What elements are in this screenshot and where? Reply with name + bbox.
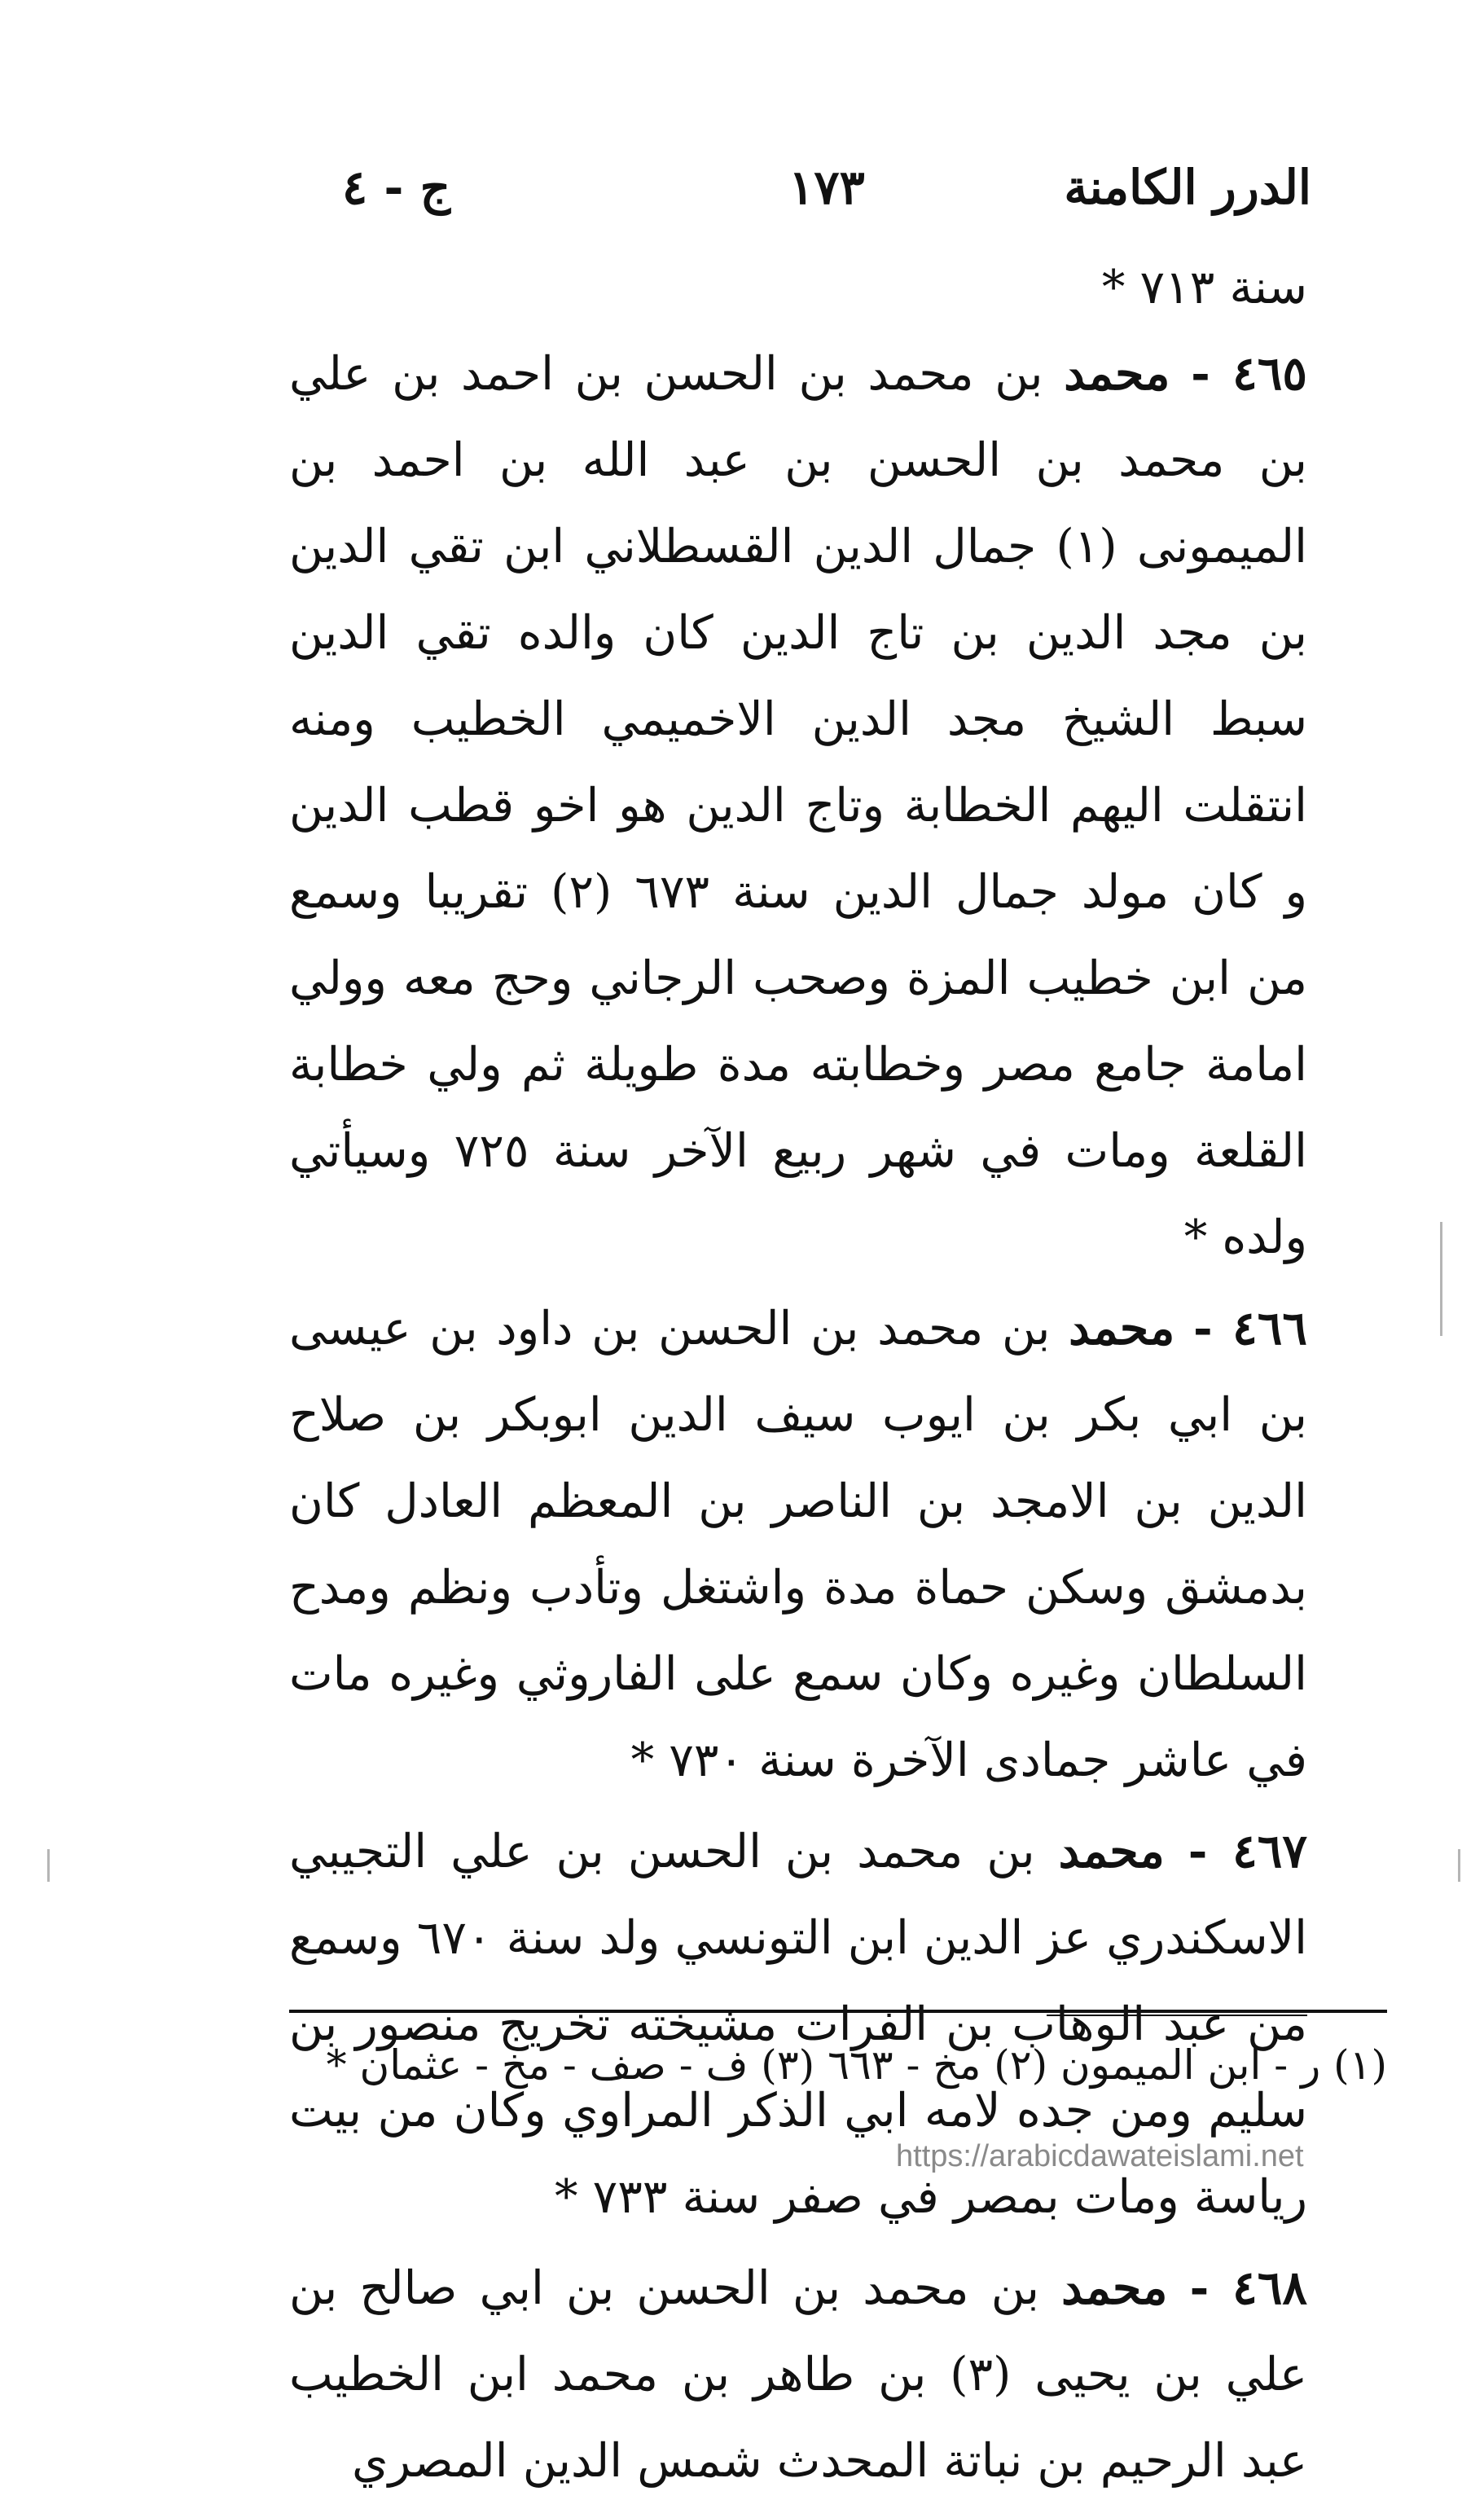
source-watermark: https://arabicdawateislami.net (896, 2139, 1304, 2173)
biography-entry (289, 1285, 1307, 1804)
year-heading: سنة ٧١٣ * (1101, 261, 1307, 314)
scan-margin-mark (1458, 1849, 1460, 1882)
book-title: الدرر الكامنة (1064, 160, 1311, 215)
entry-number: ٤٦٥ - (1191, 346, 1308, 401)
entry-name: محمد (1058, 1824, 1165, 1878)
footnote-divider-short (1047, 2015, 1307, 2016)
page-header (342, 155, 1311, 244)
entry-text: بن محمد بن الحسن بن احمد بن علي بن محمد بن الحسن بن عبد الله بن احمد بن الميمونى (١) جمال الدين القسطلاني ابن تقي الدين بن مجد الدين بن تاج الدين كان والده تقي الدين سبط الشيخ مجد الدين الاخميمي الخطيب ومنه انتقلت اليهم الخطابة وتاج الدين هو اخو قطب الدين و كان مولد جمال الدين سنة ٦٧٣ (٢) تقريبا وسمع من ابن خطيب المزة وصحب الرجاني وحج معه وولي امامة جامع مصر وخطابته مدة طويلة ثم ولي خطابة القلعة ومات في شهر ربيع الآخر سنة ٧٢٥ وسيأتي ولده * (289, 347, 1308, 1264)
entry-name: محمد (1064, 346, 1170, 401)
footnote-divider (289, 2010, 1387, 2013)
entry-number: ٤٦٦ - (1193, 1301, 1307, 1356)
entry-number: ٤٦٨ - (1189, 2261, 1307, 2315)
scan-margin-mark (47, 1849, 50, 1882)
entry-text: بن محمد بن الحسن بن علي التجيبي الاسكندري عز الدين ابن التونسي ولد سنة ٦٧٠ وسمع من عبد الوهاب بن الفرات مشيخته تخريج منصور بن سليم ومن جده لامه ابي الذكر المراوي وكان من بيت رياسة ومات بمصر في صفر سنة ٧٣٣ * (289, 1825, 1307, 2224)
entry-text: بن محمد بن الحسن بن داود بن عيسى بن ابي بكر بن ايوب سيف الدين ابوبكر بن صلاح الدين بن الامجد بن الناصر بن المعظم العادل كان بدمشق وسكن حماة مدة واشتغل وتأدب ونظم ومدح السلطان وغيره وكان سمع على الفاروثي وغيره مات في عاشر جمادى الآخرة سنة ٧٣٠ * (289, 1302, 1307, 1787)
footnotes: (١) ر - ابن الميمون (٢) مخ - ٦٦٣ (٣) ف - صف - مخ - عثمان * (326, 2041, 1387, 2089)
scan-margin-mark (1440, 1222, 1442, 1336)
biography-entry (289, 2245, 1307, 2504)
entry-number: ٤٦٧ - (1188, 1824, 1307, 1878)
biography-entry (289, 1808, 1307, 2240)
page-number: ١٧٣ (788, 160, 865, 215)
entry-name: محمد (1061, 2261, 1168, 2315)
entry-name: محمد (1069, 1301, 1175, 1356)
volume-label: ج - ٤ (342, 160, 451, 215)
entry-text: بن محمد بن الحسن بن ابي صالح بن علي بن يحيى (٣) بن طاهر بن محمد ابن الخطيب عبد الرحيم بن نباتة المحدث شمس الدين المصري (289, 2261, 1307, 2488)
biography-entry (289, 331, 1307, 1281)
